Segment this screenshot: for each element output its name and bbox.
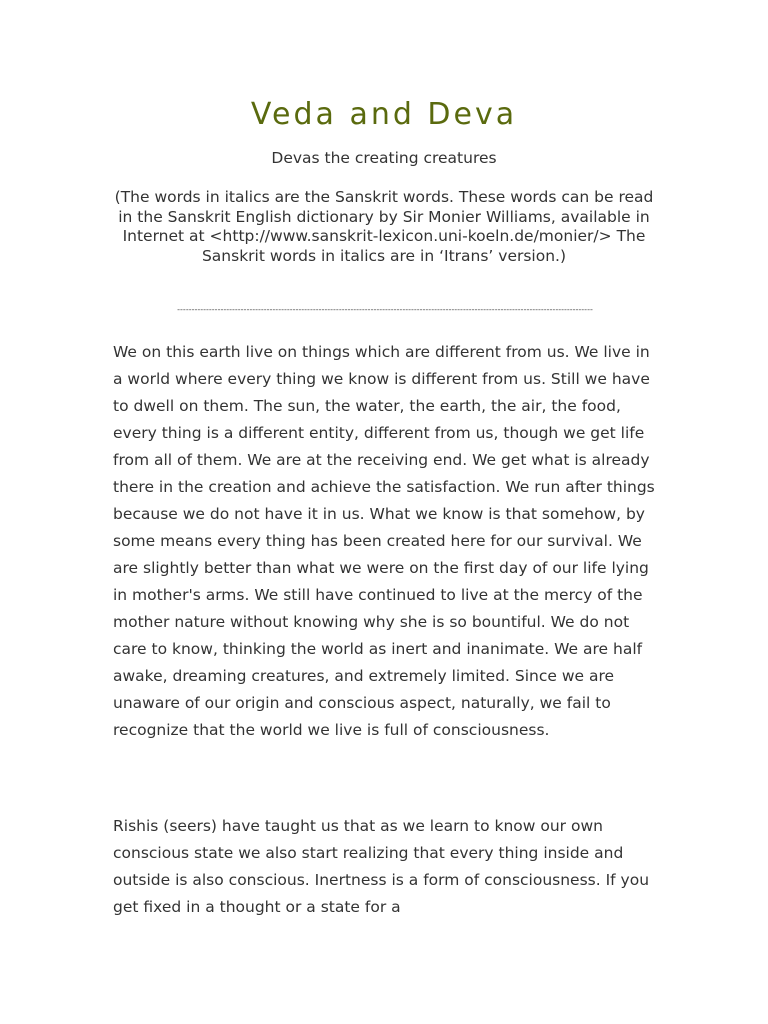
page-title: Veda and Deva <box>250 97 518 132</box>
section-divider: ------------------------------------------------------------------------------------------------------------------------------------------------ <box>177 305 593 314</box>
body-paragraph-2: Rishis (seers) have taught us that as we learn to know our own conscious state we also start realizing that every thing inside and outside is also conscious. Inertness is a form of consciousness. If you get fixed in a thought or a state for a <box>113 817 650 916</box>
page-subtitle: Devas the creating creatures <box>271 149 497 167</box>
sanskrit-note: (The words in italics are the Sanskrit words. These words can be read in the Sanskrit English dictionary by Sir Monier Williams, available in Internet at <http://www.sanskrit-lexicon.uni-koeln.de/monier/> The Sanskrit words in italics are in ‘Itrans’ version.) <box>114 188 654 265</box>
body-paragraph-1: We on this earth live on things which are different from us. We live in a world where every thing we know is different from us. Still we have to dwell on them. The sun, the water, the earth, the air, the food, every thing is a different entity, different from us, though we get life from all of them. We are at the receiving end. We get what is already there in the creation and achieve the satisfaction. We run after things because we do not have it in us. What we know is that somehow, by some means every thing has been created here for our survival. We are slightly better than what we were on the first day of our life lying in mother's arms. We still have continued to live at the mercy of the mother nature without knowing why she is so bountiful. We do not care to know, thinking the world as inert and inanimate. We are half awake, dreaming creatures, and extremely limited. Since we are unaware of our origin and conscious aspect, naturally, we fail to recognize that the world we live is full of consciousness. <box>113 343 655 739</box>
